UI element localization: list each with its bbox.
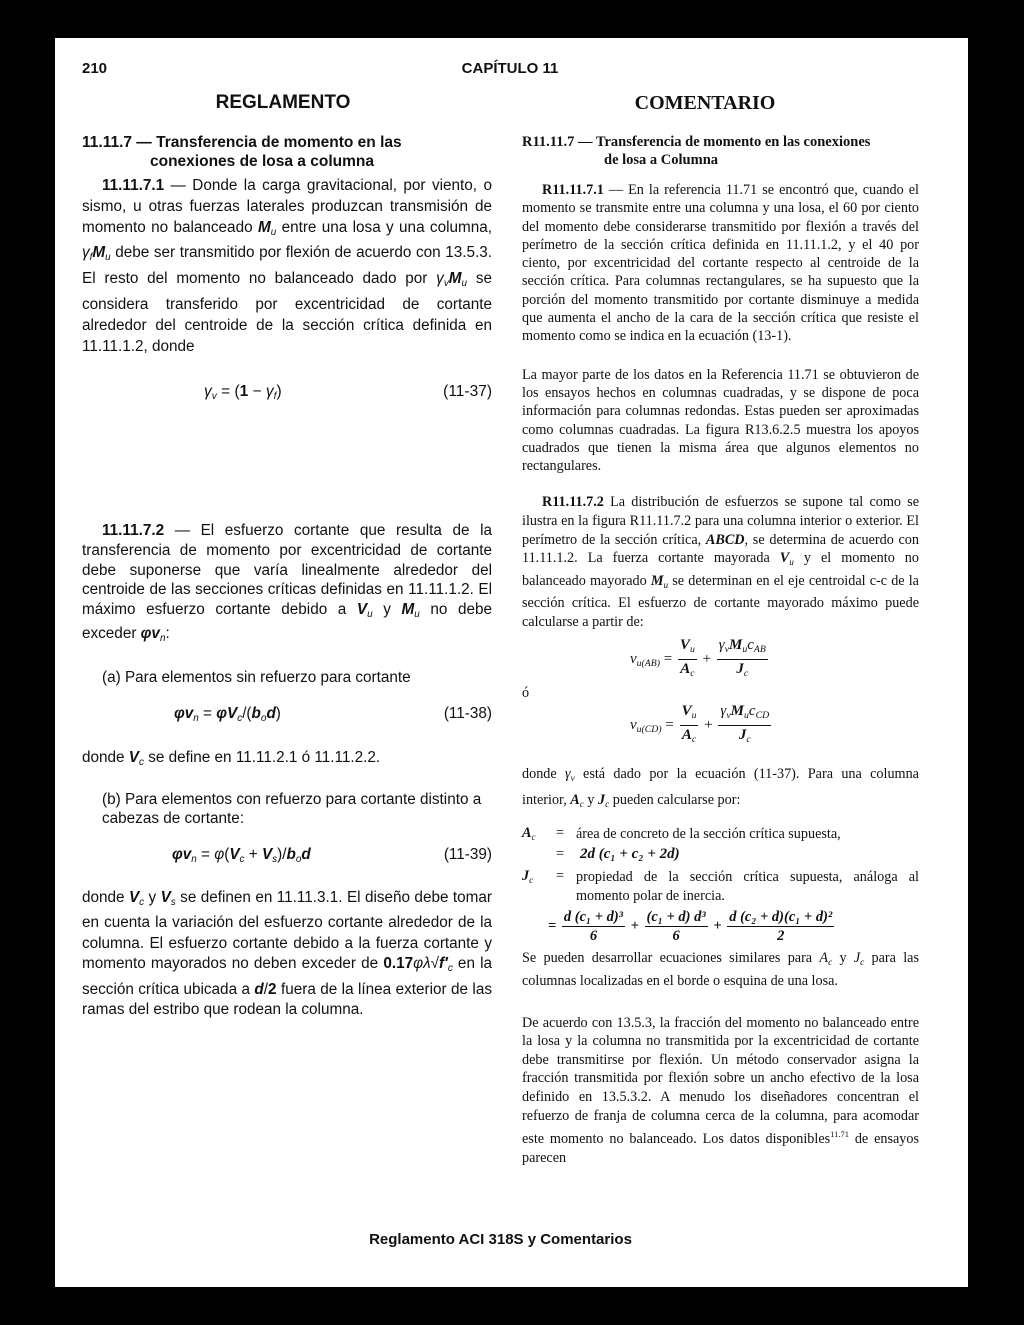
text-run: d [254, 980, 264, 998]
text-run: φλ√ [413, 955, 440, 973]
text-run: c [579, 798, 584, 809]
paragraph-11-11-7-1 [82, 176, 492, 357]
heading-line: Transferencia de momento en las conexiones [595, 134, 871, 150]
section-number: R11.11.7 — [522, 134, 593, 150]
text-run: Se pueden desarrollar ecuaciones similares para [522, 949, 820, 966]
definition-row-jc [522, 868, 919, 906]
text-run: y [832, 949, 854, 966]
text-run: R11.11.7.2 [542, 494, 604, 511]
formula-jc [522, 908, 919, 945]
paragraph-r11-11-7-1 [522, 181, 919, 346]
text-run: M [92, 244, 106, 262]
commentary-heading [522, 133, 919, 169]
text-run: se definen en 11.11.3.1. El diseño debe tomar en cuenta la variación del esfuerzo cortante alrededor de la columna. El esfuerzo cortante debido a la fuerza cortante y momento mayorados no deben exceder de [82, 888, 492, 973]
text-run: = ( [216, 383, 240, 401]
text-run: M [650, 572, 664, 589]
text-run: s [272, 853, 278, 865]
text-run: / [263, 980, 269, 998]
eq-subscript: c [690, 667, 695, 679]
paragraph-se-pueden [522, 949, 919, 992]
text-run: n [159, 633, 166, 645]
fraction-denominator: 6 [589, 927, 598, 944]
text-run: y [144, 888, 161, 906]
text-run: c [860, 956, 865, 967]
eq-sign: + [713, 917, 722, 934]
equation-body [82, 705, 281, 724]
eq-symbol: A [681, 726, 692, 743]
text-run: d [301, 845, 311, 863]
eq-subscript: CD [755, 709, 770, 721]
text-run: f′ [439, 955, 448, 973]
two-column-body [82, 133, 919, 1216]
text-run: o [260, 712, 267, 724]
text-run: /( [242, 704, 252, 722]
text-run: — El esfuerzo cortante que resulta de la transferencia de momento por excentricidad de cortante debe suponerse que varía linealmente alrededor del centroide de las secciones críticas definidas en 11.11.1.2. El máximo esfuerzo cortante debido a [82, 522, 492, 618]
paragraph-11-11-7-2 [82, 521, 492, 649]
text-run: f [273, 391, 277, 403]
eq-symbol: J [736, 660, 744, 677]
text-run: y [372, 600, 402, 618]
text-run: v [443, 278, 449, 290]
text-run: M [401, 600, 415, 618]
text-run: donde [522, 765, 566, 782]
text-run: La mayor parte de los datos en la Referencia 11.71 se obtuvieron de los ensayos hechos en columnas cuadradas, y se dispone de poca información para columnas redondas. Estas pueden ser aproximadas como columnas cuadradas. La figura R13.6.2.5 muestra los apoyos cuadrados que tienen la misma área que algunos elementos no rectangulares. [522, 366, 919, 475]
paragraph-donde-vc [82, 749, 492, 768]
paragraph-r11-11-7-2 [522, 493, 919, 631]
text-run: , se determina de acuerdo con 11.11.1.2. La fuerza cortante mayorada [522, 531, 919, 567]
text-run: — En la referencia 11.71 se encontró que, cuando el momento se transmite entre una columna y una losa, el 60 por ciento del momento debe considerarse transmitido por flexión a través del perímetro de la sección crítica definida en 11.11.1.2, y el 40 por ciento, por excentricidad del cortante respecto al centroide de la sección crítica. Para columnas rectangulares, se ha supuesto que la porción del momento transmitido por cortante disminuye a medida que aumenta el ancho de la cara de la sección crítica que resiste el momento como se indica en la ecuación (13-1). [522, 182, 919, 345]
eq-symbol: A [522, 824, 532, 841]
eq-symbol: γ [718, 636, 725, 653]
fraction-numerator: d (c₂ + d)(c₁ + d)² [729, 908, 833, 925]
text-run: A [819, 949, 829, 966]
chapter-title: CAPÍTULO 11 [461, 60, 559, 77]
definition-row-ac-formula [522, 846, 919, 863]
eq-subscript: u(AB) [636, 657, 660, 669]
text-run: V [128, 888, 140, 906]
section-number: 11.11.7 — [82, 134, 152, 151]
text-run: fuera de la línea exterior de las ramas del estribo que rodean la columna. [82, 980, 492, 1019]
text-run: y [583, 791, 599, 808]
text-run: s [170, 896, 176, 908]
text-run: v [570, 772, 575, 783]
text-run: debe ser transmitido por flexión de acuerdo con 13.5.3. El resto del momento no balanceado dado por [82, 244, 492, 288]
item-b: (b) Para elementos con refuerzo para cortante distinto a cabezas de cortante: [102, 790, 482, 827]
text-run: o [295, 853, 302, 865]
eq-symbol: J [738, 726, 747, 743]
text-run: V [128, 748, 139, 766]
text-run: V [229, 845, 240, 863]
text-run: V [261, 845, 273, 863]
text-run: 2 [268, 980, 277, 998]
text-run: 11.71 [830, 1129, 849, 1140]
text-run: V [779, 550, 790, 567]
text-run: De acuerdo con 13.5.3, la fracción del momento no balanceado entre la losa y la columna no transmitida por la excentricidad de cortante debe transmitirse por flexión. Un método conservador asigna la fracción transmitida por flexión sobre un ancho efectivo de la losa definido en 13.5.3.2. A menudo los diseñadores concentran el refuerzo de franja de columna cerca de la columna, para acomodar este momento no balanceado. Los datos disponibles [522, 1014, 919, 1148]
text-run: 1 [239, 383, 249, 401]
heading-line: Transferencia de momento en las [156, 134, 402, 151]
eq-symbol: c [747, 636, 754, 653]
eq-subscript: c [691, 733, 697, 745]
equation-body [82, 846, 311, 865]
text-run: M [448, 270, 462, 288]
text-run: entre una losa y una columna, [276, 218, 492, 236]
equation-11-39 [82, 846, 492, 866]
text-run: se considera transferido por excentricidad de cortante alrededor del centroide de la sección crítica definida en 11.11.1.2, donde [82, 270, 492, 355]
fraction-numerator: (c₁ + d) d³ [646, 908, 706, 925]
column-title-comentario: COMENTARIO [634, 92, 776, 114]
text-run: − [248, 383, 266, 401]
fraction [718, 702, 771, 749]
item-a: (a) Para elementos sin refuerzo para cortante [102, 668, 411, 686]
text-run: n [191, 853, 197, 865]
text-run: u [663, 579, 669, 590]
fraction [678, 636, 697, 683]
text-run: c [239, 853, 245, 865]
text-run: pueden calcularse por: [609, 791, 741, 808]
eq-sign: = [548, 917, 557, 934]
fraction [717, 636, 768, 683]
page-footer: Reglamento ACI 318S y Comentarios [369, 1231, 632, 1248]
text-run: c [139, 756, 144, 768]
eq-subscript: u(CD) [636, 723, 662, 735]
equation-vu-ab [522, 636, 919, 683]
fraction-denominator: 6 [672, 927, 680, 944]
text-run: ( [224, 845, 230, 863]
text-run: φv [140, 625, 160, 643]
definition-jc: propiedad de la sección crítica supuesta, análoga al momento polar de inercia. [576, 868, 919, 904]
text-run: se determinan en el eje centroidal c-c de la sección crítica. El esfuerzo de cortante mayorado máximo puede calcularse a partir de: [522, 572, 919, 631]
eq-symbol: J [522, 867, 530, 884]
text-run: φ [214, 845, 225, 863]
text-run: u [461, 278, 468, 290]
eq-symbol: M [730, 702, 745, 719]
text-run: M [257, 218, 271, 236]
fraction-numerator: d (c₁ + d)³ [563, 908, 624, 925]
text-run: donde [82, 748, 129, 766]
text-run: φV [216, 704, 238, 722]
text-run: — Donde la carga gravitacional, por viento, o sismo, u otras fuerzas laterales produzcan transmisión de momento no balanceado [82, 177, 492, 236]
eq-subscript: u [691, 709, 697, 721]
text-run: c [237, 712, 243, 724]
fraction [680, 702, 699, 749]
column-title-reglamento: REGLAMENTO [215, 92, 351, 113]
eq-symbol: v [630, 650, 637, 667]
page-number: 210 [82, 60, 108, 77]
eq-subscript: u [689, 643, 695, 655]
text-run: n [193, 712, 199, 724]
text-run: u [414, 608, 420, 620]
text-run: = [196, 845, 215, 863]
text-run: ) [275, 704, 281, 722]
eq-sign: = [556, 845, 565, 862]
text-run: γ [436, 270, 444, 288]
text-run: en la sección crítica ubicada a [82, 955, 493, 998]
eq-symbol: A [680, 660, 691, 677]
text-run: b [251, 704, 261, 722]
eq-subscript: c [746, 733, 751, 745]
eq-sign: + [630, 917, 639, 934]
text-run: ) [276, 383, 282, 401]
content-wrapper [82, 133, 919, 1248]
text-run: 11.11.7.2 [102, 522, 165, 540]
eq-subscript: c [743, 667, 749, 679]
reglamento-column [82, 133, 492, 1021]
text-run: u [367, 608, 373, 620]
text-run: ABCD [705, 531, 745, 548]
definition-row-ac [522, 825, 919, 844]
text-run: f [89, 252, 93, 264]
eq-symbol: γ [720, 702, 727, 719]
text-run: está dado por la ecuación (11-37). Para una columna interior, [522, 765, 919, 808]
text-run: γ [204, 383, 212, 401]
text-run: : [165, 625, 170, 643]
eq-symbol: V [681, 702, 692, 719]
eq-subscript: c [531, 831, 536, 842]
text-run: d [266, 704, 276, 722]
text-run: V [160, 888, 171, 906]
document-page [55, 38, 968, 1287]
text-run: V [356, 600, 368, 618]
text-run: u [270, 226, 277, 238]
eq-sign: = [665, 716, 674, 733]
text-run: c [139, 896, 145, 908]
text-run: para las columnas localizadas en el borde o esquina de una losa. [522, 949, 919, 990]
equation-vu-cd [522, 702, 919, 749]
eq-subscript: v [724, 643, 730, 655]
text-run: u [789, 557, 794, 568]
or-text: ó [522, 684, 530, 701]
text-run: γ [565, 765, 571, 782]
eq-sign: = [663, 650, 673, 667]
text-run: c [828, 956, 833, 967]
equation-number: (11-37) [443, 383, 492, 401]
paragraph-mayor-parte [522, 366, 919, 476]
text-run: γ [82, 244, 90, 262]
eq-subscript: v [726, 709, 731, 721]
paragraph-donde-vc-vs [82, 888, 492, 1021]
text-run: 11.11.7.1 [102, 177, 165, 194]
eq-symbol: V [679, 636, 690, 653]
text-run: J [598, 791, 606, 808]
text-run: J [853, 949, 861, 966]
text-run: γ [265, 383, 274, 401]
section-heading [82, 133, 492, 171]
text-run: b [286, 845, 296, 863]
eq-sign: + [704, 716, 713, 733]
text-run: se define en 11.11.2.1 ó 11.11.2.2. [143, 748, 381, 766]
text-run: La distribución de esfuerzos se supone tal como se ilustra en la figura R11.11.7.2 para una columna interior o exterior. El perímetro de la sección crítica, [522, 494, 919, 548]
paragraph-donde-gamma [522, 763, 919, 815]
text-run: y el momento no balanceado mayorado [522, 550, 919, 589]
equation-body [82, 383, 282, 402]
eq-subscript: u [742, 643, 748, 655]
eq-sign: = [556, 867, 565, 884]
text-run: 0.17 [383, 955, 414, 973]
eq-subscript: u [744, 709, 749, 721]
comentario-column [522, 133, 919, 1167]
text-run: c [447, 963, 453, 975]
text-run: )/ [277, 845, 287, 863]
definition-ac: área de concreto de la sección crítica supuesta, [576, 825, 841, 842]
text-run: u [105, 252, 111, 264]
heading-line: de losa a Columna [604, 152, 719, 168]
text-run: A [570, 791, 580, 808]
equation-number: (11-39) [443, 845, 492, 863]
text-run: R11.11.7.1 [542, 182, 604, 198]
equation-number: (11-38) [443, 704, 492, 722]
paragraph-de-acuerdo [522, 1014, 919, 1168]
eq-sign: + [702, 650, 712, 667]
text-run: + [244, 845, 262, 863]
text-run: φv [172, 845, 192, 863]
eq-sign: = [556, 824, 565, 841]
eq-subscript: c [529, 874, 534, 885]
heading-line: conexiones de losa a columna [150, 153, 374, 170]
eq-symbol: v [630, 716, 637, 733]
formula-ac: 2d (c₁ + c₂ + 2d) [580, 845, 680, 862]
eq-symbol: c [748, 702, 756, 719]
fraction-denominator: 2 [777, 927, 785, 944]
text-run: = [198, 704, 217, 722]
text-run: v [211, 391, 217, 403]
text-run: c [605, 798, 610, 809]
equation-11-38 [82, 705, 492, 725]
text-run: φv [174, 704, 194, 722]
eq-subscript: AB [753, 643, 766, 655]
definitions [522, 825, 919, 945]
eq-symbol: M [729, 636, 743, 653]
text-run: donde [82, 888, 129, 906]
text-run: de ensayos parecen [522, 1131, 919, 1166]
equation-11-37 [82, 383, 492, 403]
text-run: no debe exceder [82, 600, 492, 643]
